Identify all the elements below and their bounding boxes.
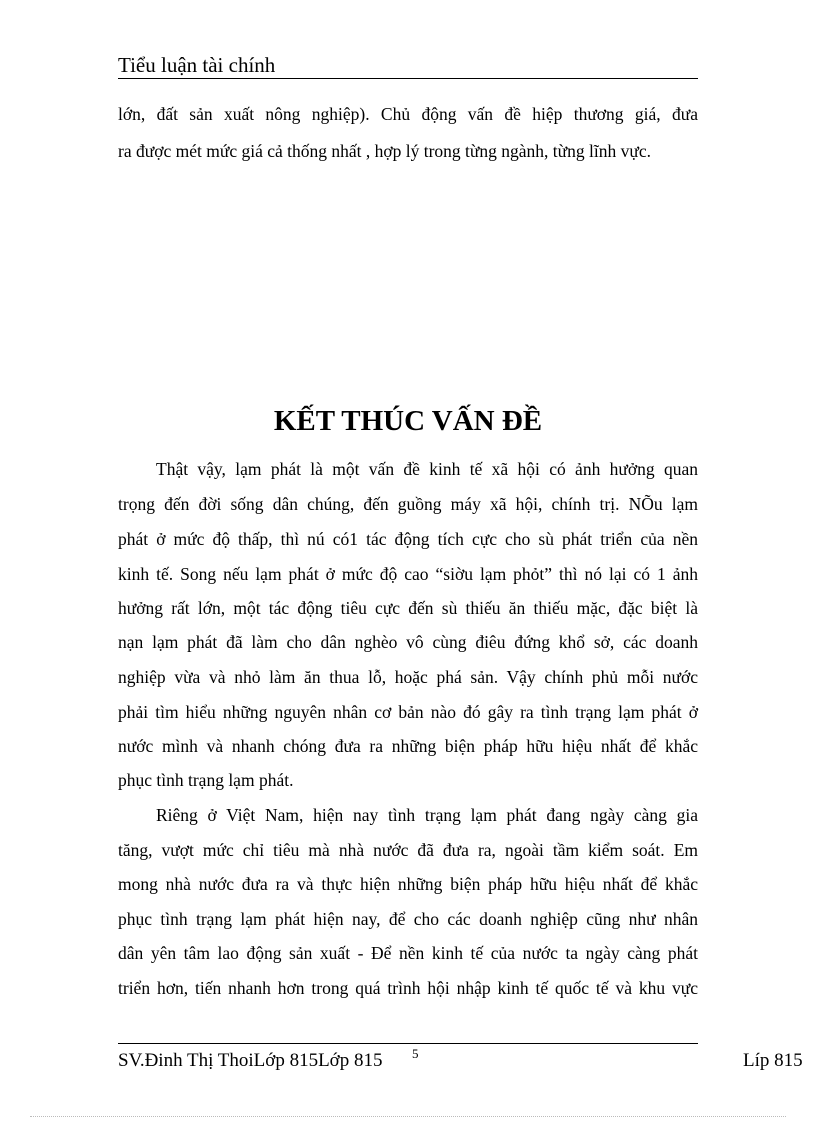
footer-class: Líp 815 xyxy=(743,1050,803,1071)
paragraph-line: kinh tế. Song nếu lạm phát ở mức độ cao “siờu lạm phỏt” thì nó lại có 1 ảnh xyxy=(118,564,698,584)
paragraph-line: dân yên tâm lao động sản xuất - Để nền kinh tế của nước ta ngày càng phát xyxy=(118,943,698,963)
paragraph-line: Thật vậy, lạm phát là một vấn đề kinh tế xã hội có ảnh hưởng quan xyxy=(156,459,698,479)
paragraph-line: phục tình trạng lạm phát hiện nay, để cho các doanh nghiệp cũng như nhân xyxy=(118,909,698,929)
paragraph-line: tăng, vượt mức chỉ tiêu mà nhà nước đã đưa ra, ngoài tầm kiểm soát. Em xyxy=(118,840,698,860)
paragraph-line: phục tình trạng lạm phát. xyxy=(118,770,294,790)
intro-line: lớn, đất sản xuất nông nghiệp). Chủ động vấn đề hiệp thương giá, đưa xyxy=(118,104,698,124)
intro-line: ra được mét mức giá cả thống nhất , hợp lý trong từng ngành, từng lĩnh vực. xyxy=(118,141,651,161)
paragraph-line: Riêng ở Việt Nam, hiện nay tình trạng lạm phát đang ngày càng gia xyxy=(156,805,698,825)
paragraph-line: phát ở mức độ thấp, thì nú có1 tác động tích cực cho sù phát triển của nền xyxy=(118,529,698,549)
paragraph-line: nghiệp vừa và nhỏ làm ăn thua lỗ, hoặc phá sản. Vậy chính phủ mỗi nước xyxy=(118,667,698,687)
header-divider xyxy=(118,78,698,79)
page-bottom-border xyxy=(30,1116,786,1117)
footer-author: SV.Đinh Thị ThoiLớp 815Lớp 815 xyxy=(118,1050,383,1071)
page-header-title: Tiểu luận tài chính xyxy=(118,53,276,77)
section-title: KẾT THÚC VẤN ĐỀ xyxy=(273,405,543,437)
footer-divider xyxy=(118,1043,698,1044)
paragraph-line: triển hơn, tiến nhanh hơn trong quá trình hội nhập kinh tế quốc tế và khu vực xyxy=(118,978,698,998)
paragraph-line: nước mình và nhanh chóng đưa ra những biện pháp hữu hiệu nhất để khắc xyxy=(118,736,698,756)
paragraph-line: phải tìm hiểu những nguyên nhân cơ bản nào đó gây ra tình trạng lạm phát ở xyxy=(118,702,698,722)
page-number: 5 xyxy=(412,1046,419,1061)
paragraph-line: hưởng rất lớn, một tác động tiêu cực đến sù thiếu ăn thiếu mặc, đặc biệt là xyxy=(118,598,698,618)
paragraph-line: nạn lạm phát đã làm cho dân nghèo vô cùng điêu đứng khổ sở, các doanh xyxy=(118,632,698,652)
paragraph-line: mong nhà nước đưa ra và thực hiện những biện pháp hữu hiệu nhất để khắc xyxy=(118,874,698,894)
paragraph-line: trọng đến đời sống dân chúng, đến guồng máy xã hội, chính trị. NÕu lạm xyxy=(118,494,698,514)
